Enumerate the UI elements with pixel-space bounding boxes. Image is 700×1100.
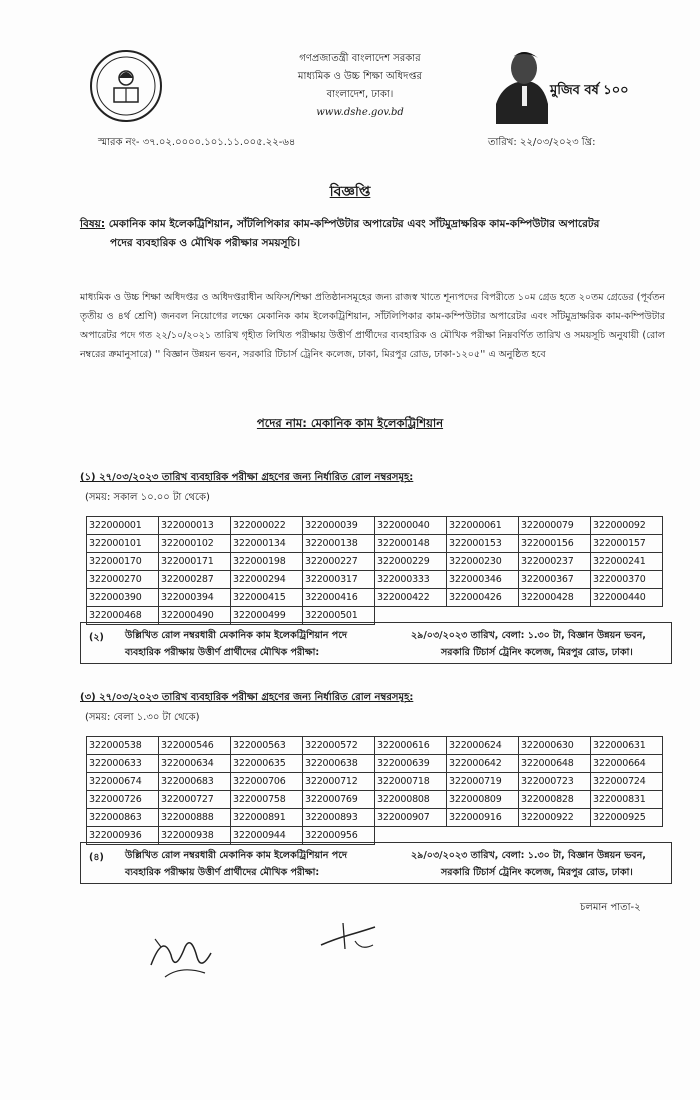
roll-row (87, 553, 663, 571)
notice-title: বিজ্ঞপ্তি (329, 184, 371, 200)
roll-number-cell: 322000546 (159, 737, 231, 755)
roll-row (87, 737, 663, 755)
roll-number-cell: 322000888 (159, 809, 231, 827)
roll-number-cell: 322000501 (303, 607, 375, 625)
roll-number-cell: 322000727 (159, 791, 231, 809)
roll-number-cell: 322000102 (159, 535, 231, 553)
roll-row (87, 517, 663, 535)
roll-number-cell: 322000893 (303, 809, 375, 827)
signature-2-icon (315, 915, 385, 960)
roll-number-cell: 322000639 (375, 755, 447, 773)
roll-number-cell: 322000563 (231, 737, 303, 755)
roll-number-cell: 322000230 (447, 553, 519, 571)
roll-number-cell: 322000922 (519, 809, 591, 827)
roll-number-cell: 322000061 (447, 517, 519, 535)
roll-number-cell: 322000428 (519, 589, 591, 607)
viva-1-schedule (411, 627, 666, 661)
continued-page-note: চলমান পাতা-২ (580, 902, 641, 913)
issue-date: তারিখ: ২২/০৩/২০২৩ খ্রি: (488, 137, 596, 148)
memo-number: স্মারক নং- ৩৭.০২.০০০০.১০১.১১.০০৫.২২-৬৪ (98, 137, 296, 148)
roll-number-cell: 322000148 (375, 535, 447, 553)
roll-number-cell: 322000944 (231, 827, 303, 845)
roll-number-cell: 322000270 (87, 571, 159, 589)
roll-row (87, 791, 663, 809)
roll-number-cell: 322000769 (303, 791, 375, 809)
roll-number-cell: 322000198 (231, 553, 303, 571)
roll-number-cell: 322000394 (159, 589, 231, 607)
roll-number-cell: 322000039 (303, 517, 375, 535)
roll-number-cell: 322000490 (159, 607, 231, 625)
roll-number-cell: 322000648 (519, 755, 591, 773)
roll-number-cell: 322000092 (591, 517, 663, 535)
roll-number-cell: 322000367 (519, 571, 591, 589)
roll-number-cell: 322000634 (159, 755, 231, 773)
section-2-heading-block (80, 690, 413, 727)
roll-number-cell: 322000631 (591, 737, 663, 755)
roll-number-cell: 322000134 (231, 535, 303, 553)
roll-table-2 (86, 736, 663, 845)
viva-2-left-line-1: উল্লিখিত রোল নম্বরধারী মেকানিক কাম ইলেকট্রিশিয়ান পদে (125, 850, 348, 861)
header-line-3: বাংলাদেশ, ঢাকা। (326, 89, 394, 100)
portrait-text: মুজিব বর্ষ ১০০ (550, 83, 629, 98)
roll-number-cell: 322000227 (303, 553, 375, 571)
roll-number-cell: 322000719 (447, 773, 519, 791)
roll-number-cell: 322000538 (87, 737, 159, 755)
roll-number-cell: 322000624 (447, 737, 519, 755)
roll-number-cell: 322000499 (231, 607, 303, 625)
subject-line-2: পদের ব্যবহারিক ও মৌখিক পরীক্ষার সময়সূচি। (110, 237, 300, 249)
roll-number-cell: 322000390 (87, 589, 159, 607)
roll-number-cell: 322000156 (519, 535, 591, 553)
roll-number-cell: 322000712 (303, 773, 375, 791)
roll-number-cell: 322000079 (519, 517, 591, 535)
roll-number-cell: 322000706 (231, 773, 303, 791)
roll-number-cell: 322000938 (159, 827, 231, 845)
roll-number-cell: 322000040 (375, 517, 447, 535)
viva-1-description (125, 627, 395, 661)
roll-number-cell: 322000916 (447, 809, 519, 827)
mujib-year-portrait-icon (488, 46, 629, 124)
roll-number-cell: 322000683 (159, 773, 231, 791)
viva-2-right-line-2: সরকারি টিচার্স ট্রেনিং কলেজ, মিরপুর রোড, ঢাকা। (441, 867, 633, 878)
roll-number-cell: 322000426 (447, 589, 519, 607)
dshe-logo-icon (88, 48, 164, 124)
viva-1-right-line-2: সরকারি টিচার্স ট্রেনিং কলেজ, মিরপুর রোড, ঢাকা। (441, 647, 633, 658)
roll-number-cell: 322000237 (519, 553, 591, 571)
roll-number-cell: 322000674 (87, 773, 159, 791)
viva-2-right-line-1: ২৯/০৩/২০২৩ তারিখ, বেলা: ১.৩০ টা, বিজ্ঞান উন্নয়ন ভবন, (411, 850, 646, 861)
roll-number-cell: 322000664 (591, 755, 663, 773)
roll-row (87, 571, 663, 589)
roll-number-cell: 322000241 (591, 553, 663, 571)
roll-number-cell: 322000758 (231, 791, 303, 809)
notice-body-text: মাধ্যমিক ও উচ্চ শিক্ষা অধিদপ্তর ও অধিদপ্তরাধীন অফিস/শিক্ষা প্রতিষ্ঠানসমূহের জন্য রাজস্ব খাতে শূন্যপদের বিপরীতে ১০ম গ্রেড হতে ২০তম গ্রেডের (পূর্বতন তৃতীয় ও ৪র্থ শ্রেণি) জনবল নিয়োগের লক্ষ্যে মেকানিক কাম ইলেকট্রিশিয়ান, সাঁটলিপিকার কাম-কম্পিউটার অপারেটর এবং সাঁটমুদ্রাক্ষরিক কাম-কম্পিউটার অপারেটর পদে গত ২২/১০/২০২১ তারিখ গৃহীত লিখিত পরীক্ষায় উত্তীর্ণ প্রার্থীদের ব্যবহারিক ও মৌখিক পরীক্ষা নিম্নবর্ণিত তারিখ ও সময়সূচি অনুযায়ী (রোল নম্বরের ক্রমানুসারে) '' বিজ্ঞান উন্নয়ন ভবন, সরকারি টিচার্স ট্রেনিং কলেজ, ঢাকা, মিরপুর রোড, ঢাকা-১২০৫'' এ অনুষ্ঠিত হবে (80, 292, 665, 360)
roll-number-cell: 322000808 (375, 791, 447, 809)
roll-number-cell: 322000642 (447, 755, 519, 773)
roll-number-cell: 322000925 (591, 809, 663, 827)
roll-number-cell: 322000001 (87, 517, 159, 535)
roll-number-cell: 322000170 (87, 553, 159, 571)
viva-2-left-line-2: ব্যবহারিক পরীক্ষায় উত্তীর্ণ প্রার্থীদের মৌখিক পরীক্ষা: (125, 867, 320, 878)
viva-1-number: (২) (89, 632, 104, 643)
roll-number-cell: 322000171 (159, 553, 231, 571)
roll-number-cell: 322000294 (231, 571, 303, 589)
roll-row (87, 809, 663, 827)
roll-table-1 (86, 516, 663, 625)
roll-number-cell: 322000633 (87, 755, 159, 773)
website-link[interactable]: www.dshe.gov.bd (316, 107, 404, 118)
roll-number-cell: 322000572 (303, 737, 375, 755)
roll-number-cell: 322000809 (447, 791, 519, 809)
viva-1-box (80, 622, 672, 664)
roll-number-cell: 322000638 (303, 755, 375, 773)
roll-number-cell: 322000333 (375, 571, 447, 589)
office-header (240, 50, 480, 122)
roll-number-cell: 322000616 (375, 737, 447, 755)
section-2-time: (সময়: বেলা ১.৩০ টা থেকে) (85, 712, 200, 723)
roll-number-cell: 322000936 (87, 827, 159, 845)
roll-number-cell: 322000013 (159, 517, 231, 535)
subject-block (80, 215, 665, 253)
section-1-time: (সময়: সকাল ১০.০০ টা থেকে) (85, 492, 210, 503)
roll-number-cell: 322000157 (591, 535, 663, 553)
section-2-heading: (৩) ২৭/০৩/২০২৩ তারিখ ব্যবহারিক পরীক্ষা গ্রহণের জন্য নির্ধারিত রোল নম্বরসমূহ: (80, 692, 414, 703)
roll-number-cell: 322000726 (87, 791, 159, 809)
roll-number-cell: 322000907 (375, 809, 447, 827)
roll-number-cell: 322000370 (591, 571, 663, 589)
viva-2-box (80, 842, 672, 884)
roll-number-cell: 322000723 (519, 773, 591, 791)
subject-line-1: মেকানিক কাম ইলেকট্রিশিয়ান, সাঁটলিপিকার কাম-কম্পিউটার অপারেটর এবং সাঁটমুদ্রাক্ষরিক কাম-কম্পিউটার অপারেটর (108, 218, 600, 230)
header-line-1: গণপ্রজাতন্ত্রী বাংলাদেশ সরকার (299, 53, 421, 64)
roll-number-cell: 322000415 (231, 589, 303, 607)
viva-2-schedule (411, 847, 666, 881)
header-line-2: মাধ্যমিক ও উচ্চ শিক্ষা অধিদপ্তর (297, 71, 423, 82)
roll-row (87, 755, 663, 773)
viva-1-left-line-2: ব্যবহারিক পরীক্ষায় উত্তীর্ণ প্রার্থীদের মৌখিক পরীক্ষা: (125, 647, 320, 658)
roll-number-cell: 322000630 (519, 737, 591, 755)
viva-1-right-line-1: ২৯/০৩/২০২৩ তারিখ, বেলা: ১.৩০ টা, বিজ্ঞান উন্নয়ন ভবন, (411, 630, 646, 641)
roll-number-cell: 322000346 (447, 571, 519, 589)
roll-number-cell: 322000022 (231, 517, 303, 535)
roll-number-cell: 322000724 (591, 773, 663, 791)
roll-number-cell: 322000863 (87, 809, 159, 827)
section-1-heading-block (80, 470, 413, 507)
roll-row (87, 773, 663, 791)
viva-1-left-line-1: উল্লিখিত রোল নম্বরধারী মেকানিক কাম ইলেকট্রিশিয়ান পদে (125, 630, 348, 641)
section-1-heading: (১) ২৭/০৩/২০২৩ তারিখ ব্যবহারিক পরীক্ষা গ্রহণের জন্য নির্ধারিত রোল নম্বরসমূহ: (80, 472, 414, 483)
roll-number-cell: 322000416 (303, 589, 375, 607)
signature-1-icon (145, 925, 225, 985)
roll-number-cell: 322000831 (591, 791, 663, 809)
roll-number-cell: 322000956 (303, 827, 375, 845)
roll-number-cell: 322000153 (447, 535, 519, 553)
roll-number-cell: 322000468 (87, 607, 159, 625)
roll-number-cell: 322000422 (375, 589, 447, 607)
roll-number-cell: 322000891 (231, 809, 303, 827)
roll-number-cell: 322000718 (375, 773, 447, 791)
subject-label: বিষয়: (80, 218, 106, 230)
viva-2-description (125, 847, 395, 881)
roll-number-cell: 322000138 (303, 535, 375, 553)
roll-number-cell: 322000287 (159, 571, 231, 589)
roll-number-cell: 322000317 (303, 571, 375, 589)
roll-number-cell: 322000828 (519, 791, 591, 809)
roll-row (87, 589, 663, 607)
roll-number-cell: 322000635 (231, 755, 303, 773)
post-title: পদের নাম: মেকানিক কাম ইলেকট্রিশিয়ান (256, 416, 444, 430)
roll-number-cell: 322000440 (591, 589, 663, 607)
viva-2-number: (৪) (89, 852, 104, 863)
roll-number-cell: 322000229 (375, 553, 447, 571)
roll-row (87, 535, 663, 553)
roll-number-cell: 322000101 (87, 535, 159, 553)
